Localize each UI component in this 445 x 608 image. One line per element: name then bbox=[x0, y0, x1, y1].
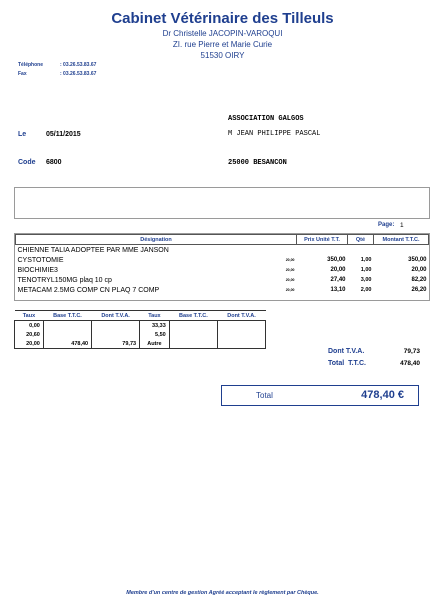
page-value: 1 bbox=[400, 222, 404, 229]
vat-table bbox=[14, 310, 266, 349]
item-designation: METACAM 2.5MG COMP CN PLAQ 7 COMP bbox=[17, 286, 160, 294]
vat-cell bbox=[92, 321, 140, 331]
table-row bbox=[15, 339, 266, 349]
vat-header: Taux bbox=[15, 311, 44, 321]
clinic-doctor: Dr Christelle JACOPIN-VAROQUI bbox=[162, 29, 283, 38]
item-designation: CYSTOTOMIE bbox=[17, 256, 64, 264]
grand-total-value: 478,40 € bbox=[361, 389, 404, 401]
vat-cell: 478,40 bbox=[43, 339, 91, 349]
vat-cell bbox=[43, 330, 91, 339]
header-unit-price: Prix Unité T.T. bbox=[297, 235, 348, 245]
vat-header: Taux bbox=[140, 311, 170, 321]
item-rate: 20,00 bbox=[285, 268, 295, 272]
vat-cell bbox=[92, 330, 140, 339]
table-row bbox=[16, 275, 429, 285]
code-value: 6800 bbox=[46, 159, 62, 166]
table-row bbox=[15, 321, 266, 331]
vat-cell bbox=[218, 330, 266, 339]
item-unit-price: 20,00 bbox=[330, 267, 346, 273]
vat-cell: Autre bbox=[140, 339, 170, 349]
vat-cell: 33,33 bbox=[140, 321, 170, 331]
item-amount: 26,20 bbox=[411, 287, 427, 293]
header-designation: Désignation bbox=[16, 235, 297, 245]
ttc-total-label: Total T.T.C. bbox=[328, 360, 366, 367]
item-rate: 20,00 bbox=[285, 258, 295, 262]
table-row bbox=[15, 330, 266, 339]
code-label: Code bbox=[18, 159, 36, 166]
table-row bbox=[16, 285, 429, 295]
item-qty: 1,00 bbox=[360, 267, 372, 273]
phone-value: : 03.26.53.83.67 bbox=[60, 62, 97, 68]
vat-header: Dont T.V.A. bbox=[92, 311, 140, 321]
vat-cell: 5,50 bbox=[140, 330, 170, 339]
vat-header: Dont T.V.A. bbox=[218, 311, 266, 321]
vat-cell bbox=[169, 330, 217, 339]
item-rate: 20,00 bbox=[285, 278, 295, 282]
vat-cell: 79,73 bbox=[92, 339, 140, 349]
item-amount: 350,00 bbox=[408, 257, 427, 263]
date-value: 05/11/2015 bbox=[46, 131, 81, 138]
items-table bbox=[15, 234, 429, 295]
item-unit-price: 350,00 bbox=[327, 257, 346, 263]
item-amount: 20,00 bbox=[411, 267, 427, 273]
item-designation: TENOTRYL150MG plaq 10 cp bbox=[17, 276, 112, 284]
grand-total-label: Total bbox=[256, 391, 273, 400]
date-label: Le bbox=[18, 131, 27, 138]
vat-cell: 20,60 bbox=[15, 330, 44, 339]
fax-label: Fax bbox=[18, 71, 27, 77]
grand-total-box bbox=[221, 385, 419, 406]
recipient-line-1: ASSOCIATION GALGOS bbox=[228, 115, 304, 123]
item-qty: 1,00 bbox=[360, 257, 372, 263]
vat-cell bbox=[169, 339, 217, 349]
vat-header: Base T.T.C. bbox=[169, 311, 217, 321]
phone-label: Téléphone bbox=[18, 62, 44, 68]
vat-total-value: 79,73 bbox=[403, 348, 420, 355]
page-label: Page: bbox=[378, 222, 395, 228]
recipient-line-2: M JEAN PHILIPPE PASCAL bbox=[228, 130, 321, 138]
footer-note: Membre d'un centre de gestion Agréé acceptant le règlement par Chèque. bbox=[126, 590, 319, 596]
vat-cell: 0,00 bbox=[15, 321, 44, 331]
vat-total-label: Dont T.V.A. bbox=[328, 348, 365, 355]
vat-header: Base T.T.C. bbox=[43, 311, 91, 321]
item-designation: BIOCHIMIE3 bbox=[17, 266, 58, 274]
item-qty: 2,00 bbox=[360, 287, 372, 293]
clinic-city: 51530 OIRY bbox=[200, 51, 245, 60]
table-row bbox=[16, 255, 429, 265]
clinic-name: Cabinet Vétérinaire des Tilleuls bbox=[111, 10, 334, 27]
vat-cell bbox=[218, 321, 266, 331]
ttc-total-value: 478,40 bbox=[400, 360, 420, 367]
item-rate: 20,00 bbox=[285, 288, 295, 292]
item-amount: 82,20 bbox=[411, 277, 427, 283]
header-qty: Qté bbox=[348, 235, 374, 245]
fax-value: : 03.26.53.83.67 bbox=[60, 71, 97, 77]
item-unit-price: 27,40 bbox=[330, 277, 346, 283]
items-table-frame bbox=[14, 233, 430, 301]
vat-cell bbox=[43, 321, 91, 331]
table-row bbox=[16, 265, 429, 275]
table-row bbox=[16, 245, 429, 256]
vat-cell bbox=[218, 339, 266, 349]
header-amount: Montant T.T.C. bbox=[374, 235, 429, 245]
vat-cell: 20,00 bbox=[15, 339, 44, 349]
recipient-line-3: 25000 BESANCON bbox=[228, 159, 287, 167]
item-qty: 3,00 bbox=[360, 277, 372, 283]
item-designation: CHIENNE TALIA ADOPTEE PAR MME JANSON bbox=[17, 246, 169, 254]
vat-cell bbox=[169, 321, 217, 331]
item-unit-price: 13,10 bbox=[330, 287, 346, 293]
clinic-street: ZI. rue Pierre et Marie Curie bbox=[172, 40, 273, 49]
comment-box bbox=[14, 187, 430, 219]
